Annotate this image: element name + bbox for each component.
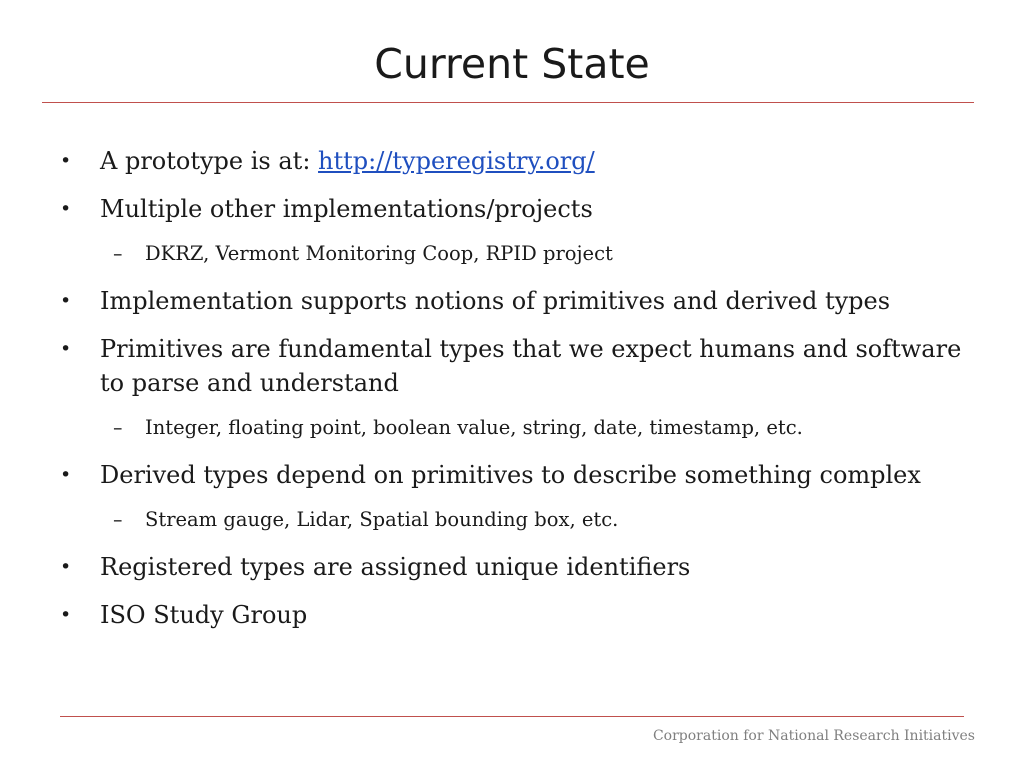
bullet-text: Registered types are assigned unique identifiers [100,553,691,581]
bullet-prefix: A prototype is at: [100,147,319,175]
bullet-marker: • [60,338,72,360]
typeregistry-link[interactable]: http://typeregistry.org/ [318,147,595,175]
sub-bullet-marker: – [113,417,123,439]
sub-bullet-text: Integer, floating point, boolean value, string, date, timestamp, etc. [145,416,803,439]
bullet-text: Primitives are fundamental types that we expect humans and software [100,335,962,363]
bullet-text: Derived types depend on primitives to describe something complex [100,461,921,489]
bullet-marker: • [60,290,72,312]
sub-bullet-text: Stream gauge, Lidar, Spatial bounding box, etc. [145,508,619,531]
sub-bullet-text: DKRZ, Vermont Monitoring Coop, RPID project [145,242,613,265]
slide-title: Current State [374,40,650,88]
bullet-text: Multiple other implementations/projects [100,195,593,223]
bullet-marker: • [60,556,72,578]
bullet-marker: • [60,150,72,172]
bullet-marker: • [60,198,72,220]
title-divider [42,102,974,103]
footer-divider [60,716,964,717]
sub-bullet-marker: – [113,509,123,531]
bullet-marker: • [60,604,72,626]
bullet-text [100,144,980,178]
sub-bullet-marker: – [113,243,123,265]
bullet-marker: • [60,464,72,486]
bullet-text-continuation: to parse and understand [100,369,399,397]
bullet-text: ISO Study Group [100,601,308,629]
footer-organization: Corporation for National Research Initiatives [652,728,975,744]
bullet-text: Implementation supports notions of primitives and derived types [100,287,891,315]
